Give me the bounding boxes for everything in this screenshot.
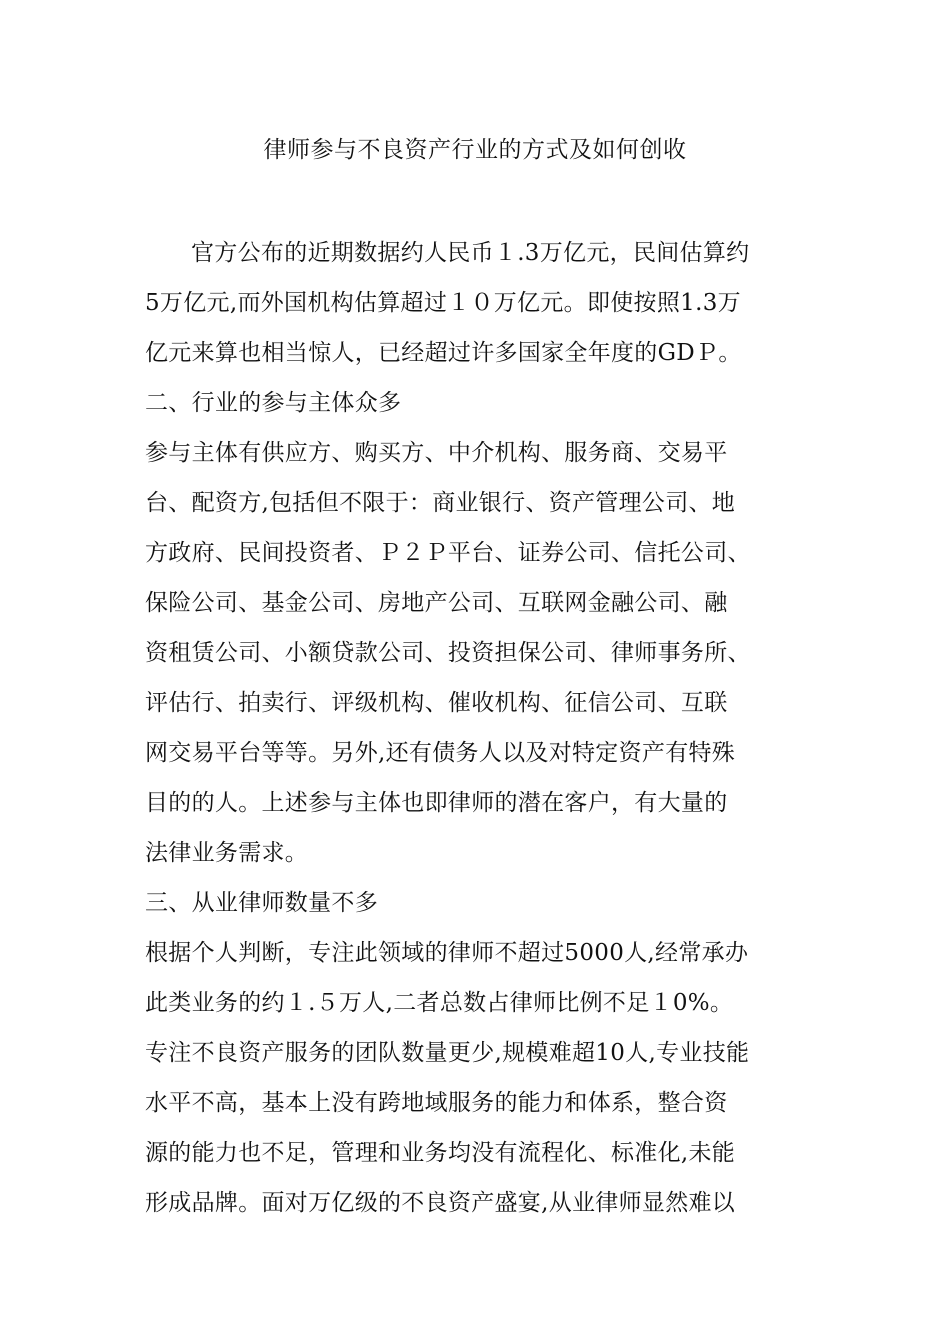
paragraph-line: 资租赁公司、小额贷款公司、投资担保公司、律师事务所、 [145, 640, 751, 666]
paragraph-line: 保险公司、基金公司、房地产公司、互联网金融公司、融 [145, 590, 728, 616]
paragraph-line: 方政府、民间投资者、Ｐ２Ｐ平台、证券公司、信托公司、 [145, 540, 751, 566]
paragraph-line: 法律业务需求。 [145, 840, 309, 866]
paragraph-line: 台、配资方,包括但不限于：商业银行、资产管理公司、地 [145, 490, 736, 516]
paragraph-line: 水平不高，基本上没有跨地域服务的能力和体系，整合资 [145, 1090, 728, 1116]
document-body [145, 228, 810, 1228]
paragraph-line: 参与主体有供应方、购买方、中介机构、服务商、交易平 [145, 440, 728, 466]
paragraph-line: 目的的人。上述参与主体也即律师的潜在客户，有大量的 [145, 790, 728, 816]
section-heading: 二、行业的参与主体众多 [145, 390, 402, 416]
paragraph-line: 专注不良资产服务的团队数量更少,规模难超10人,专业技能 [145, 1040, 750, 1066]
paragraph-line: 评估行、拍卖行、评级机构、催收机构、征信公司、互联 [145, 690, 728, 716]
paragraph-line: 5万亿元,而外国机构估算超过１０万亿元。即使按照1.3万 [145, 290, 741, 316]
section-heading: 三、从业律师数量不多 [145, 890, 378, 916]
paragraph-line: 网交易平台等等。另外,还有债务人以及对特定资产有特殊 [145, 740, 736, 766]
paragraph-line: 源的能力也不足，管理和业务均没有流程化、标准化,未能 [145, 1140, 736, 1166]
paragraph-line: 官方公布的近期数据约人民币１.3万亿元，民间估算约 [191, 240, 750, 266]
paragraph-line: 此类业务的约１.５万人,二者总数占律师比例不足１0%。 [145, 990, 734, 1016]
document-title: 律师参与不良资产行业的方式及如何创收 [263, 137, 687, 163]
paragraph-line: 亿元来算也相当惊人，已经超过许多国家全年度的GDＰ。 [145, 340, 742, 366]
paragraph-line: 根据个人判断，专注此领域的律师不超过5000人,经常承办 [145, 940, 749, 966]
paragraph-line: 形成品牌。面对万亿级的不良资产盛宴,从业律师显然难以 [145, 1190, 736, 1216]
